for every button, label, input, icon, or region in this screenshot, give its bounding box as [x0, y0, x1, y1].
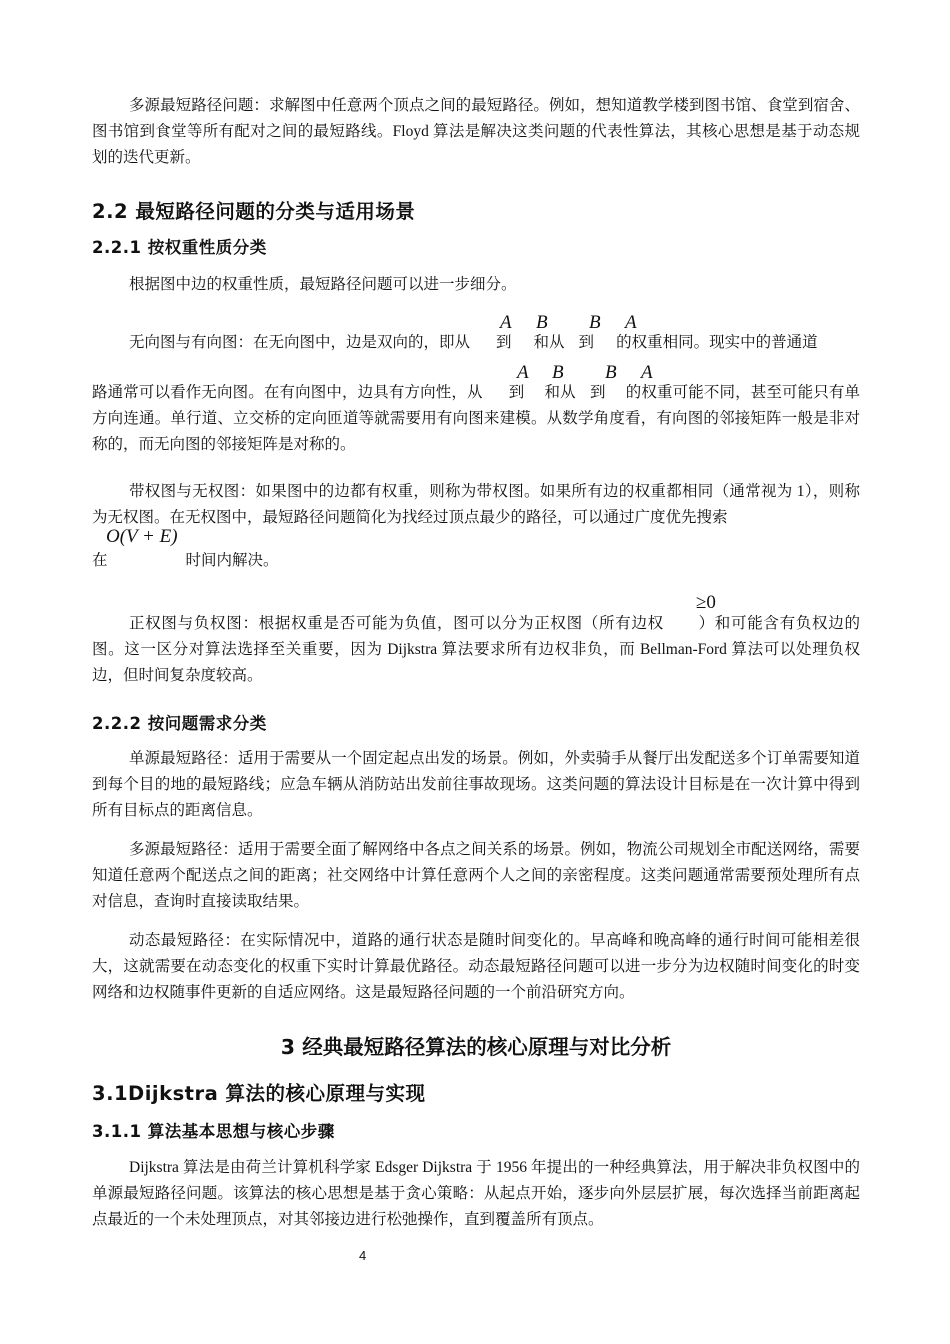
paragraph-single-source: 单源最短路径：适用于需要从一个固定起点出发的场景。例如，外卖骑手从餐厅出发配送多个订单需要知道到每个目的地的最短路线；应急车辆从消防站出发前往事故现场。这类问题的算法设计目标是在一次计算中得到所有目标点的距离信息。	[92, 750, 860, 819]
text-run: 到	[589, 384, 606, 401]
text-run: 和从	[533, 334, 565, 351]
text-run: 的权重相同。现实中的普通道	[616, 334, 818, 351]
math-A: A	[625, 312, 637, 333]
text-run: 到	[578, 334, 595, 351]
paragraph-undirected-directed	[92, 330, 860, 356]
text-run: 和从	[544, 384, 576, 401]
heading-3-1-1: 3.1.1 算法基本思想与核心步骤	[92, 1122, 335, 1141]
heading-3: 3 经典最短路径算法的核心原理与对比分析	[280, 1035, 672, 1059]
math-B: B	[605, 362, 617, 383]
math-B: B	[536, 312, 548, 333]
paragraph-multi-source: 多源最短路径：适用于需要全面了解网络中各点之间关系的场景。例如，物流公司规划全市配送网络，需要知道任意两个配送点之间的距离；社交网络中计算任意两个人之间的亲密程度。这类问题通常需要预处理所有点对信息，查询时直接读取结果。	[92, 841, 860, 910]
math-nonneg: ≥0	[696, 592, 716, 613]
paragraph-positive-negative	[92, 611, 860, 689]
text-run: 在	[92, 552, 108, 569]
paragraph-bfs-time	[92, 548, 860, 574]
text-run: 到	[508, 384, 525, 401]
paragraph-weight-intro: 根据图中边的权重性质，最短路径问题可以进一步细分。	[129, 276, 517, 293]
math-A: A	[517, 362, 529, 383]
heading-2-2-2: 2.2.2 按问题需求分类	[92, 714, 267, 733]
paragraph-weighted-unweighted: 带权图与无权图：如果图中的边都有权重，则称为带权图。如果所有边的权重都相同（通常视为 1），则称为无权图。在无权图中，最短路径问题简化为找经过顶点最少的路径，可以通过广度优先搜索	[92, 483, 860, 526]
text-run: 正权图与负权图：根据权重是否可能为负值，图可以分为正权图（所有边权	[129, 615, 664, 632]
math-B: B	[589, 312, 601, 333]
text-run: 的权重可能不同，甚至可能只有单方向连通。单行道、立交桥的定向匝道等就需要用有向图来建模。从数学角度看，有向图的邻接矩阵一般是非对称的，而无向图的邻接矩阵是对称的。	[92, 384, 860, 453]
math-A: A	[500, 312, 512, 333]
text-run: 时间内解决。	[185, 552, 279, 569]
heading-2-2-1: 2.2.1 按权重性质分类	[92, 238, 267, 257]
text-run: 到	[496, 334, 512, 351]
paragraph-directed-continued	[92, 380, 860, 458]
paragraph-multi-source-intro: 多源最短路径问题：求解图中任意两个顶点之间的最短路径。例如，想知道教学楼到图书馆、食堂到宿舍、图书馆到食堂等所有配对之间的最短路线。Floyd 算法是解决这类问题的代表性算法，其核心思想是基于动态规划的迭代更新。	[92, 97, 860, 166]
text-run: ）和可能含有负权边的图。这一区分对算法选择至关重要，因为 Dijkstra 算法要求所有边权非负，而 Bellman-Ford 算法可以处理负权边，但时间复杂度较高。	[92, 615, 860, 684]
paragraph-dynamic: 动态最短路径：在实际情况中，道路的通行状态是随时间变化的。早高峰和晚高峰的通行时间可能相差很大，这就需要在动态变化的权重下实时计算最优路径。动态最短路径问题可以进一步分为边权随时间变化的时变网络和边权随事件更新的自适应网络。这是最短路径问题的一个前沿研究方向。	[92, 932, 860, 1001]
math-complexity: O(V + E)	[106, 526, 178, 547]
paragraph-dijkstra-intro: Dijkstra 算法是由荷兰计算机科学家 Edsger Dijkstra 于 1956 年提出的一种经典算法，用于解决非负权图中的单源最短路径问题。该算法的核心思想是基于贪心策略：从起点开始，逐步向外层层扩展，每次选择当前距离起点最近的一个未处理顶点，对其邻接边进行松弛操作，直到覆盖所有顶点。	[92, 1159, 860, 1228]
math-B: B	[552, 362, 564, 383]
heading-2-2: 2.2 最短路径问题的分类与适用场景	[92, 200, 416, 223]
text-run: 路通常可以看作无向图。在有向图中，边具有方向性，从	[92, 384, 483, 401]
page-number: 4	[359, 1248, 367, 1263]
heading-3-1: 3.1Dijkstra 算法的核心原理与实现	[92, 1082, 426, 1105]
math-A: A	[641, 362, 653, 383]
text-run: 无向图与有向图：在无向图中，边是双向的，即从	[129, 334, 471, 351]
